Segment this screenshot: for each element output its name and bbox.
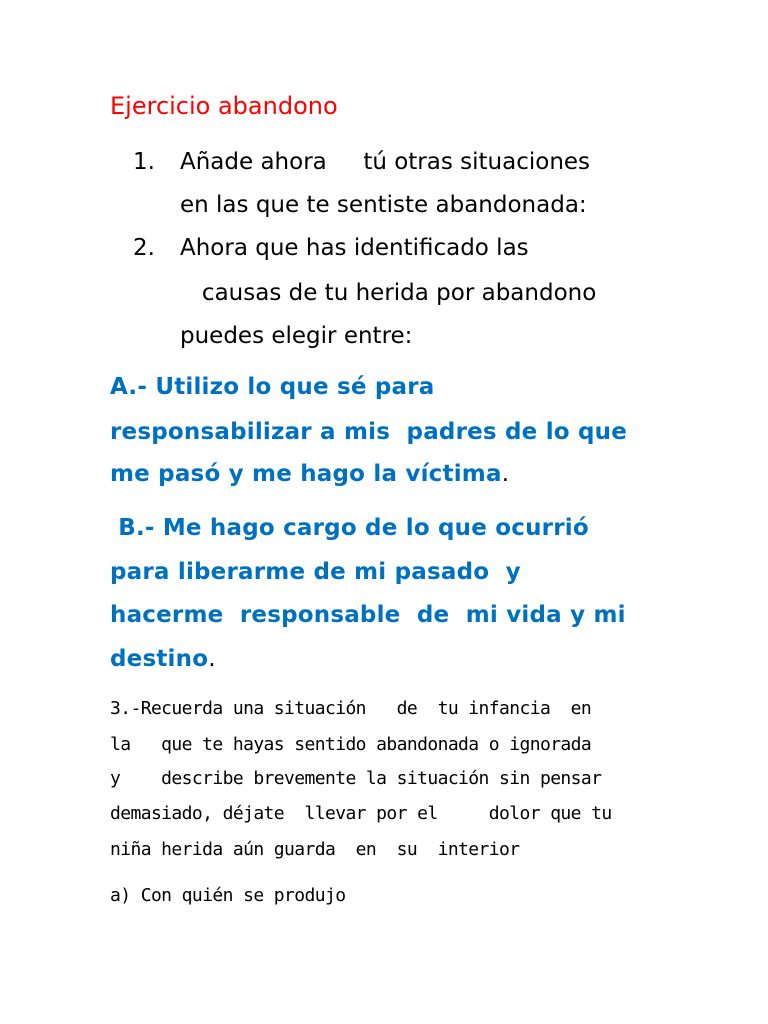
list-item-2-line-1: Ahora que has identificado las: [180, 235, 529, 261]
option-b-line-1: B.- Me hago cargo de lo que ocurrió: [110, 515, 589, 541]
item3-line-4: demasiado, déjate llevar por el dolor que tu: [110, 803, 612, 824]
item3-line-2: la que te hayas sentido abandonada o ignorada: [110, 734, 592, 755]
option-b-line-2: para liberarme de mi pasado y: [110, 559, 521, 585]
item3-line-5: niña herida aún guarda en su interior: [110, 839, 520, 860]
option-a-line-3-text: me pasó y me hago la víctima: [110, 461, 502, 487]
list-item-2-line-3: puedes elegir entre:: [180, 323, 413, 349]
exercise-title: Ejercicio abandono: [110, 92, 338, 120]
list-item-1-line-2: en las que te sentiste abandonada:: [180, 192, 587, 218]
list-item-1-line-1: Añade ahora tú otras situaciones: [180, 149, 591, 175]
option-a-line-2: responsabilizar a mis padres de lo que: [110, 419, 628, 445]
list-number-1: 1.: [133, 149, 155, 175]
list-number-2: 2.: [133, 235, 155, 261]
option-b-line-3: hacerme responsable de mi vida y mi: [110, 602, 626, 628]
item3-line-1: 3.-Recuerda una situación de tu infancia en: [110, 698, 592, 719]
option-b-end-mark: .: [208, 646, 216, 672]
option-a-line-3: [110, 458, 509, 490]
sub-item-a: a) Con quién se produjo: [110, 885, 346, 906]
option-b-line-4: [110, 643, 216, 675]
list-item-2-line-2: causas de tu herida por abandono: [180, 280, 597, 306]
option-b-line-4-text: destino: [110, 646, 209, 672]
option-a-line-1: A.- Utilizo lo que sé para: [110, 374, 435, 400]
item3-line-3: y describe brevemente la situación sin pensar: [110, 768, 602, 789]
option-a-end-mark: .: [501, 461, 510, 487]
